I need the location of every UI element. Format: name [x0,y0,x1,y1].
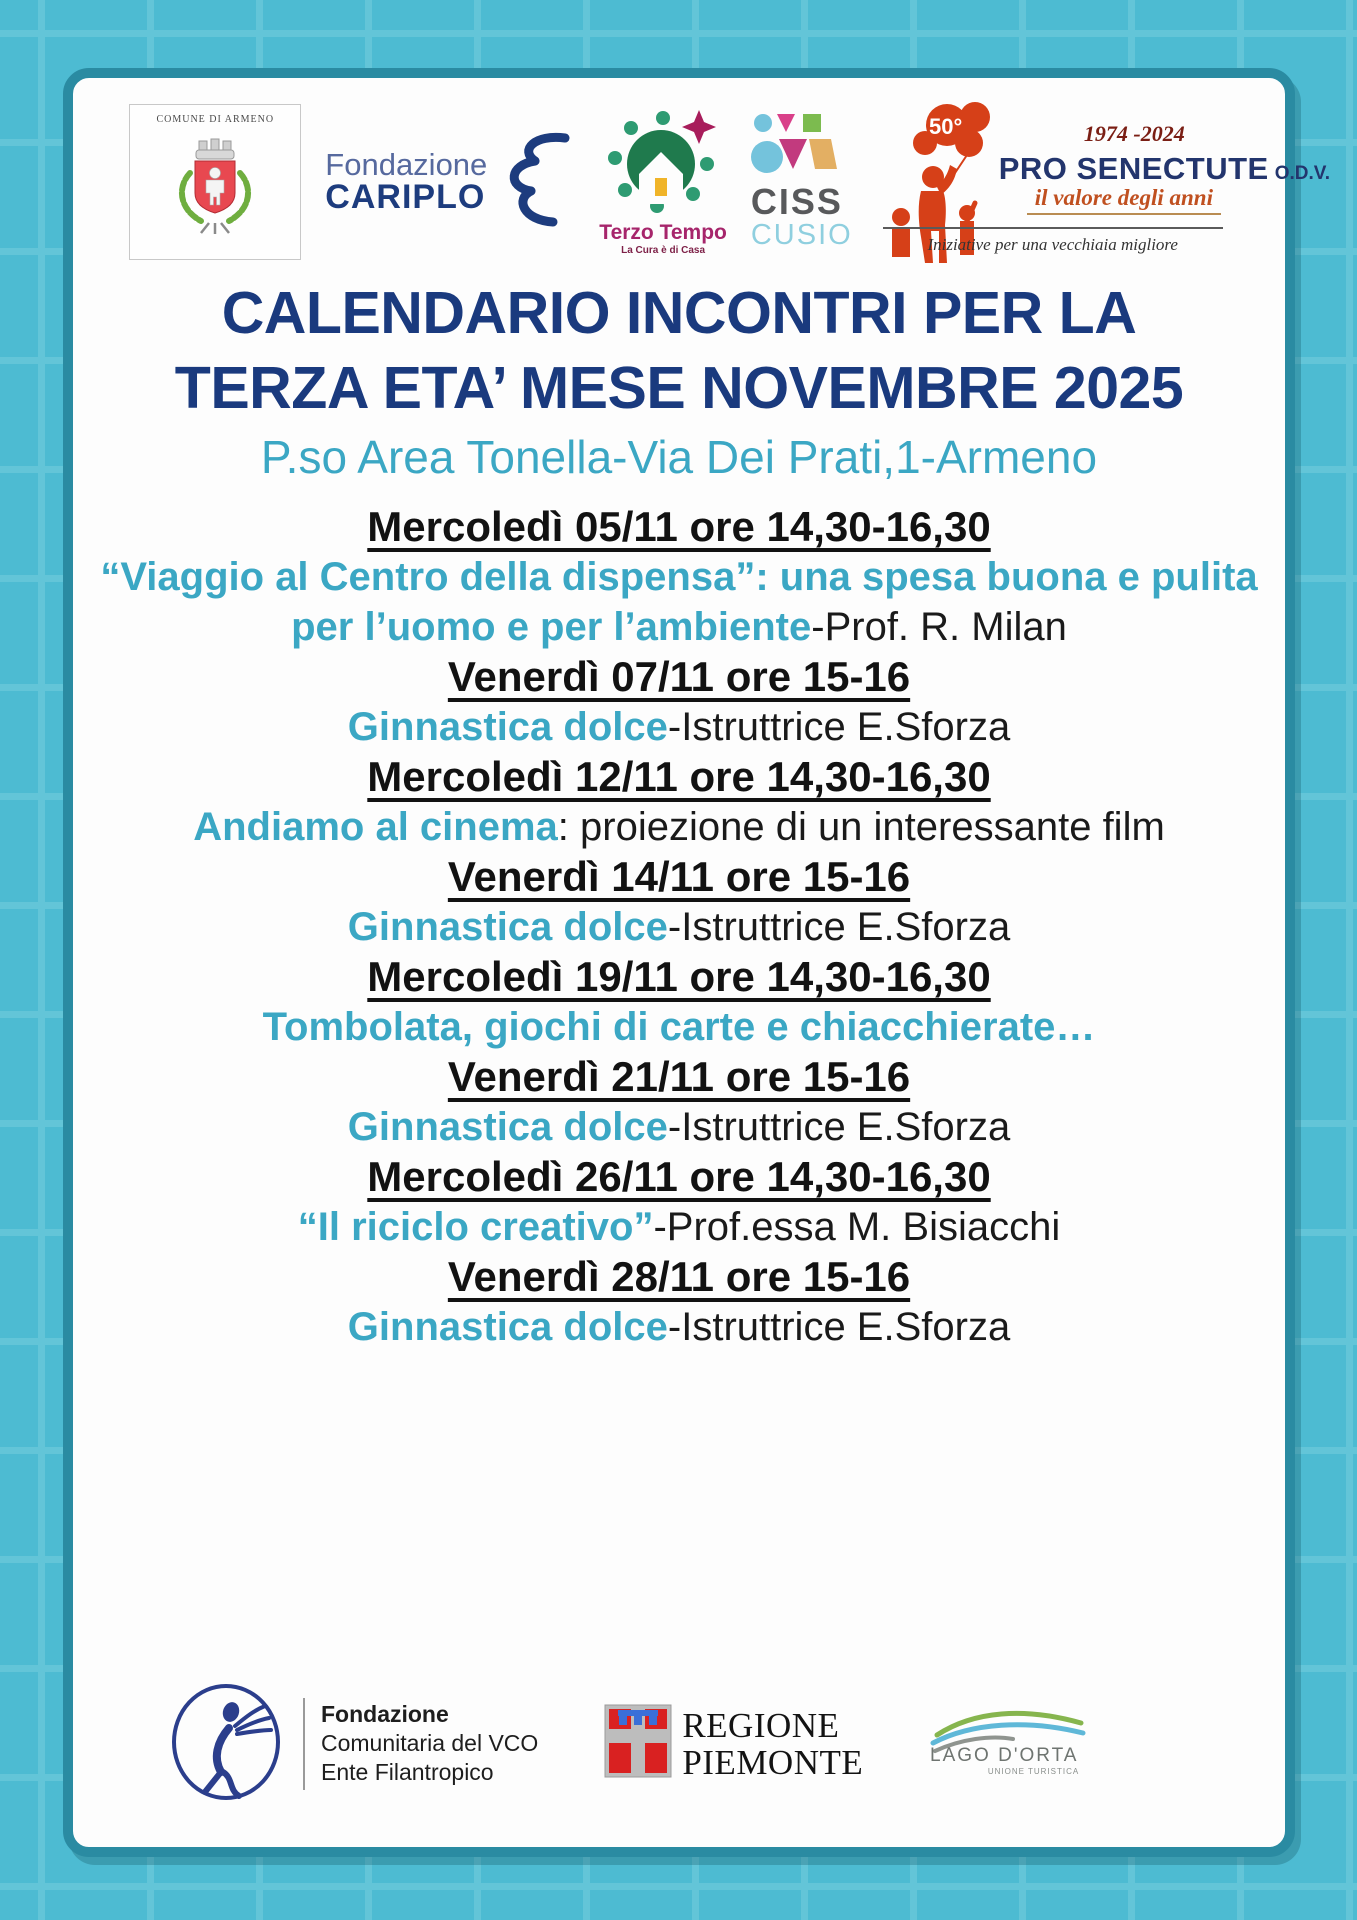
event-description [93,902,1265,952]
terzo-tempo-icon [607,108,719,219]
fondazione-vco-logo [169,1680,538,1807]
cariplo-mark-icon [501,132,575,233]
event-item [93,652,1265,752]
event-description [93,552,1265,652]
event-presenter: -Prof.essa M. Bisiacchi [653,1205,1061,1249]
lago-dorta-name: LAGO D'ORTA [930,1744,1079,1766]
event-activity: “Il riciclo creativo” [297,1205,654,1249]
event-description [93,1002,1265,1052]
event-activity: Tombolata, giochi di carte e chiacchierate… [262,1005,1096,1049]
pro-senectute-tagline: Iniziative per una vecchiaia migliore [927,235,1178,254]
event-item [93,1052,1265,1152]
event-activity: Ginnastica dolce [347,1305,668,1349]
event-item [93,952,1265,1052]
event-date: Mercoledì 05/11 ore 14,30-16,30 [367,503,991,550]
page-title-line2: TERZA ETA’ MESE NOVEMBRE 2025 [174,355,1184,421]
event-date: Venerdì 28/11 ore 15-16 [447,1253,911,1300]
event-activity: Ginnastica dolce [347,905,668,949]
ciss-cusio-logo [751,113,853,250]
regione-line2: PIEMONTE [682,1742,864,1782]
comune-armeno-logo [129,104,301,260]
terzo-tempo-name: Terzo Tempo [599,221,727,244]
pro-senectute-years: 1974 -2024 [1083,121,1185,146]
fcvco-figure-icon [169,1680,287,1807]
event-item [93,852,1265,952]
event-activity: Andiamo al cinema [193,805,558,849]
event-description [93,1302,1265,1352]
pro-senectute-name: PRO SENECTUTE [998,151,1269,186]
event-date: Venerdì 14/11 ore 15-16 [447,853,911,900]
event-date: Mercoledì 19/11 ore 14,30-16,30 [367,953,991,1000]
pro-senectute-divider [883,227,1223,229]
terzo-tempo-tagline: La Cura è di Casa [621,245,706,256]
pro-senectute-motto: il valore degli anni [1027,185,1221,215]
address-line: P.so Area Tonella-Via Dei Prati,1-Armeno [260,431,1098,483]
event-description [93,1202,1265,1252]
regione-piemonte-logo [604,1704,863,1783]
event-date: Venerdì 07/11 ore 15-16 [447,653,911,700]
ciss-line2: CUSIO [750,219,853,252]
lago-dorta-tagline: UNIONE TURISTICA [987,1766,1080,1776]
events-list [93,502,1265,1352]
ciss-line1: CISS [750,181,843,223]
event-description [93,802,1265,852]
ciss-shapes-icon [751,113,843,180]
event-activity: “Viaggio al Centro della dispensa”: una spesa buona e pulita per l’uomo e per l’ambiente [100,555,1258,649]
lago-dorta-waves-icon [929,1774,1089,1791]
event-item [93,1252,1265,1352]
event-date: Venerdì 21/11 ore 15-16 [447,1053,911,1100]
footer-logos-row [169,1680,1089,1807]
event-presenter: -Istruttrice E.Sforza [667,705,1011,749]
event-activity: Ginnastica dolce [347,1105,668,1149]
terzo-tempo-logo [599,108,727,256]
event-item [93,1152,1265,1252]
event-presenter: -Istruttrice E.Sforza [667,905,1011,949]
cariplo-line2: CARIPLO [325,178,486,217]
event-presenter: -Istruttrice E.Sforza [667,1305,1011,1349]
svg-text:50°: 50° [928,114,962,139]
header-logos-row [73,98,1330,266]
fondazione-cariplo-logo [325,132,575,233]
pro-senectute-odv: O.D.V. [1274,163,1330,184]
flyer-card [63,68,1330,1857]
fcvco-divider [303,1698,305,1790]
event-presenter: -Prof. R. Milan [811,605,1067,649]
fcvco-line1: Fondazione [321,1701,449,1727]
comune-armeno-crest-icon [165,125,265,256]
fcvco-line3: Ente Filantropico [321,1759,494,1785]
event-date: Mercoledì 12/11 ore 14,30-16,30 [367,753,991,800]
comune-armeno-caption: COMUNE DI ARMENO [156,114,275,125]
regione-piemonte-shield-icon [604,1704,672,1783]
page-title-line1: CALENDARIO INCONTRI PER LA [221,280,1137,346]
title-block [73,276,1285,486]
event-activity: Ginnastica dolce [347,705,668,749]
pro-senectute-logo [877,99,1330,265]
fcvco-line2: Comunitaria del VCO [321,1730,539,1756]
cariplo-line1: Fondazione [325,146,488,182]
event-item [93,752,1265,852]
event-presenter: : proiezione di un interessante film [557,805,1165,849]
event-date: Mercoledì 26/11 ore 14,30-16,30 [367,1153,991,1200]
regione-line1: REGIONE [682,1705,840,1745]
lago-dorta-logo [929,1701,1089,1787]
event-presenter: -Istruttrice E.Sforza [667,1105,1011,1149]
event-item [93,502,1265,652]
event-description [93,1102,1265,1152]
event-description [93,702,1265,752]
